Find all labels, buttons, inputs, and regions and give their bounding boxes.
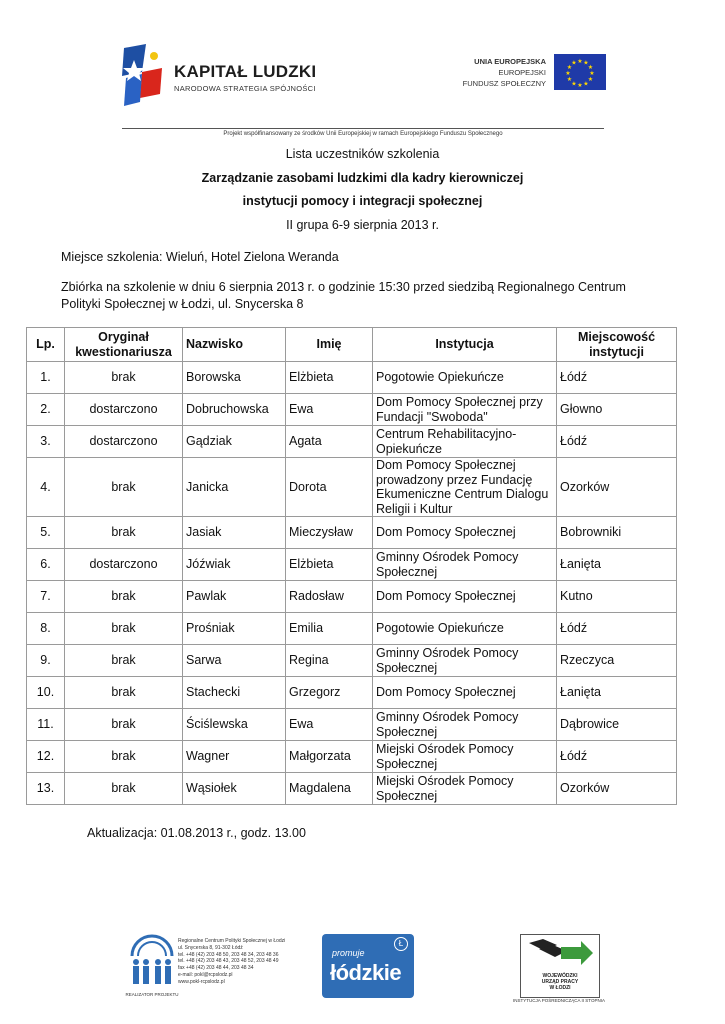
cell-lp: 4. (27, 458, 65, 517)
kapital-ludzki-subtitle: NARODOWA STRATEGIA SPÓJNOŚCI (174, 84, 316, 93)
cell-lp: 13. (27, 773, 65, 805)
eu-logo-text (440, 56, 546, 89)
svg-text:★: ★ (587, 64, 594, 71)
table-row (27, 581, 677, 613)
header-original: Oryginał kwestionariusza (65, 328, 183, 362)
cell-name: Mieczysław (286, 517, 373, 549)
cell-lp: 12. (27, 741, 65, 773)
cell-lp: 10. (27, 677, 65, 709)
table-row (27, 741, 677, 773)
svg-text:★: ★ (571, 59, 577, 67)
rcps-address-line: Regionalne Centrum Polityki Społecznej w Łodzi (178, 938, 286, 944)
svg-text:★: ★ (589, 70, 595, 77)
cell-lp: 3. (27, 426, 65, 458)
cell-name: Małgorzata (286, 741, 373, 773)
table-row (27, 426, 677, 458)
header-city: Miejscowość instytucji (557, 328, 677, 362)
title-line1: Lista uczestników szkolenia (285, 147, 440, 161)
rcps-address-line: ul. Snycerska 8, 91-302 Łódź (178, 944, 243, 951)
eu-line2: EUROPEJSKI (498, 68, 546, 77)
meeting-info: Zbiórka na szkolenie w dniu 6 sierpnia 2013 r. o godzinie 15:30 przed siedzibą Regionalnego Centrum Polityki Społecznej w Łodzi, ul. Snycerska 8 (61, 280, 626, 311)
table-row (27, 362, 677, 394)
cell-institution: Miejski Ośrodek Pomocy Społecznej (373, 741, 557, 773)
wup-line3: W ŁODZI (549, 985, 571, 991)
cell-original: brak (65, 741, 183, 773)
cell-original: dostarczono (65, 549, 183, 581)
cell-name: Ewa (286, 394, 373, 426)
cell-surname: Stachecki (183, 677, 286, 709)
kapital-ludzki-flag-icon (120, 42, 164, 108)
rcps-address-line: tel. +48 (42) 203 48 43, 203 48 52, 203 48 49 (178, 958, 279, 965)
cell-name: Magdalena (286, 773, 373, 805)
cell-city: Łanięta (557, 549, 677, 581)
header-divider (122, 128, 604, 129)
lodzkie-emblem-icon: Ł (394, 937, 408, 951)
participants-table (26, 327, 677, 805)
cell-institution: Dom Pomocy Społecznej (373, 517, 557, 549)
cell-city: Głowno (557, 394, 677, 426)
table-row (27, 613, 677, 645)
header-name: Imię (286, 328, 373, 362)
rcps-address-line: e-mail: pokl@rcpslodz.pl (178, 971, 233, 978)
cell-surname: Borowska (183, 362, 286, 394)
cell-lp: 6. (27, 549, 65, 581)
header-lp: Lp. (27, 328, 65, 362)
cell-original: brak (65, 677, 183, 709)
wup-caption: INSTYTUCJA POŚREDNICZĄCA II STOPNIA (513, 998, 605, 1003)
rcps-address-line: www.pokl-rcpslodz.pl (178, 978, 225, 985)
cell-institution: Dom Pomocy Społecznej (373, 581, 557, 613)
cell-name: Emilia (286, 613, 373, 645)
svg-text:★: ★ (565, 70, 571, 77)
cell-name: Radosław (286, 581, 373, 613)
header-institution: Instytucja (373, 328, 557, 362)
cell-institution: Dom Pomocy Społecznej prowadzony przez Fundację Ekumeniczne Centrum Dialogu Religii i Kultur (373, 458, 557, 517)
cell-city: Ozorków (557, 458, 677, 517)
cell-lp: 11. (27, 709, 65, 741)
table-row (27, 709, 677, 741)
cell-original: brak (65, 581, 183, 613)
kapital-ludzki-logo (120, 42, 340, 112)
cell-city: Bobrowniki (557, 517, 677, 549)
table-header-row (27, 328, 677, 362)
cell-original: brak (65, 645, 183, 677)
cell-surname: Janicka (183, 458, 286, 517)
footer-logos (122, 930, 604, 1004)
cell-institution: Centrum Rehabilitacyjno-Opiekuńcze (373, 426, 557, 458)
cell-lp: 8. (27, 613, 65, 645)
eu-line3: FUNDUSZ SPOŁECZNY (462, 79, 546, 88)
cell-city: Łódź (557, 426, 677, 458)
rcps-address (178, 938, 285, 986)
cell-institution: Miejski Ośrodek Pomocy Społecznej (373, 773, 557, 805)
svg-text:★: ★ (583, 80, 589, 88)
cell-lp: 5. (27, 517, 65, 549)
cell-city: Łódź (557, 741, 677, 773)
eu-logo (440, 54, 610, 100)
svg-text:★: ★ (587, 76, 594, 83)
svg-text:★: ★ (571, 80, 577, 88)
cell-institution: Gminny Ośrodek Pomocy Społecznej (373, 645, 557, 677)
title-line4: II grupa 6-9 sierpnia 2013 r. (286, 217, 439, 232)
update-note: Aktualizacja: 01.08.2013 r., godz. 13.00 (87, 826, 306, 840)
lodzkie-promo-text: promuje (332, 948, 365, 958)
table-row (27, 677, 677, 709)
cell-original: dostarczono (65, 394, 183, 426)
cell-original: brak (65, 613, 183, 645)
cell-original: brak (65, 458, 183, 517)
cell-city: Łódź (557, 613, 677, 645)
cell-city: Kutno (557, 581, 677, 613)
cell-surname: Jóźwiak (183, 549, 286, 581)
table-row (27, 517, 677, 549)
header-surname: Nazwisko (183, 328, 286, 362)
cell-lp: 7. (27, 581, 65, 613)
eu-stars-icon (554, 54, 606, 90)
cell-lp: 9. (27, 645, 65, 677)
svg-text:★: ★ (577, 82, 583, 89)
cell-surname: Jasiak (183, 517, 286, 549)
document-title (0, 143, 725, 237)
cell-name: Ewa (286, 709, 373, 741)
cell-surname: Pawlak (183, 581, 286, 613)
cell-institution: Dom Pomocy Społecznej (373, 677, 557, 709)
promuje-lodzkie-logo (322, 934, 414, 998)
rcps-address-line: tel. +48 (42) 203 48 50, 203 48 34, 203 48 36 (178, 951, 279, 958)
cell-institution: Dom Pomocy Społecznej przy Fundacji "Swoboda" (373, 394, 557, 426)
cell-institution: Pogotowie Opiekuńcze (373, 613, 557, 645)
rcps-address-line: fax +48 (42) 203 48 44, 203 48 34 (178, 965, 254, 972)
cell-institution: Gminny Ośrodek Pomocy Społecznej (373, 709, 557, 741)
table-row (27, 645, 677, 677)
cell-name: Elżbieta (286, 549, 373, 581)
wup-line2: URZĄD PRACY (541, 979, 579, 985)
svg-text:★: ★ (583, 59, 589, 67)
eu-flag-icon (554, 54, 606, 90)
table-row (27, 458, 677, 517)
wup-line1: WOJEWÓDZKI (542, 973, 578, 979)
kapital-ludzki-title: KAPITAŁ LUDZKI (174, 62, 317, 81)
lodzkie-name-text: łódzkie (330, 960, 402, 985)
title-line3: instytucji pomocy i integracji społecznej (242, 194, 483, 208)
cell-name: Agata (286, 426, 373, 458)
cell-name: Dorota (286, 458, 373, 517)
cell-original: dostarczono (65, 426, 183, 458)
cell-surname: Wagner (183, 741, 286, 773)
cell-original: brak (65, 773, 183, 805)
cell-city: Łódź (557, 362, 677, 394)
wup-lodz-logo (520, 934, 600, 998)
cell-institution: Gminny Ośrodek Pomocy Społecznej (373, 549, 557, 581)
cell-lp: 1. (27, 362, 65, 394)
cell-lp: 2. (27, 394, 65, 426)
cell-name: Grzegorz (286, 677, 373, 709)
rcps-caption: REALIZATOR PROJEKTU (125, 992, 179, 997)
cell-surname: Ściślewska (183, 709, 286, 741)
cell-surname: Gądziak (183, 426, 286, 458)
cell-city: Łanięta (557, 677, 677, 709)
table-row (27, 394, 677, 426)
eu-line1: UNIA EUROPEJSKA (474, 57, 546, 66)
cell-original: brak (65, 362, 183, 394)
cell-city: Rzeczyca (557, 645, 677, 677)
cell-original: brak (65, 517, 183, 549)
cell-original: brak (65, 709, 183, 741)
svg-text:★: ★ (577, 58, 583, 65)
cell-institution: Pogotowie Opiekuńcze (373, 362, 557, 394)
svg-text:★: ★ (566, 64, 573, 71)
cell-name: Regina (286, 645, 373, 677)
title-line2: Zarządzanie zasobami ludzkimi dla kadry kierowniczej (201, 170, 524, 185)
cell-surname: Sarwa (183, 645, 286, 677)
table-row (27, 773, 677, 805)
table-row (27, 549, 677, 581)
svg-text:★: ★ (566, 76, 573, 83)
cofinance-note: Projekt współfinansowany ze środków Unii Europejskiej w ramach Europejskiego Funduszu Społecznego (223, 131, 503, 137)
wup-arrow-icon (521, 935, 599, 971)
cell-surname: Dobruchowska (183, 394, 286, 426)
wup-lodz-text (523, 973, 597, 991)
cell-surname: Wąsiołek (183, 773, 286, 805)
rcps-people-icon (128, 934, 176, 988)
cell-city: Ozorków (557, 773, 677, 805)
cell-city: Dąbrowice (557, 709, 677, 741)
training-place: Miejsce szkolenia: Wieluń, Hotel Zielona Weranda (61, 250, 339, 264)
cell-surname: Prośniak (183, 613, 286, 645)
cell-name: Elżbieta (286, 362, 373, 394)
